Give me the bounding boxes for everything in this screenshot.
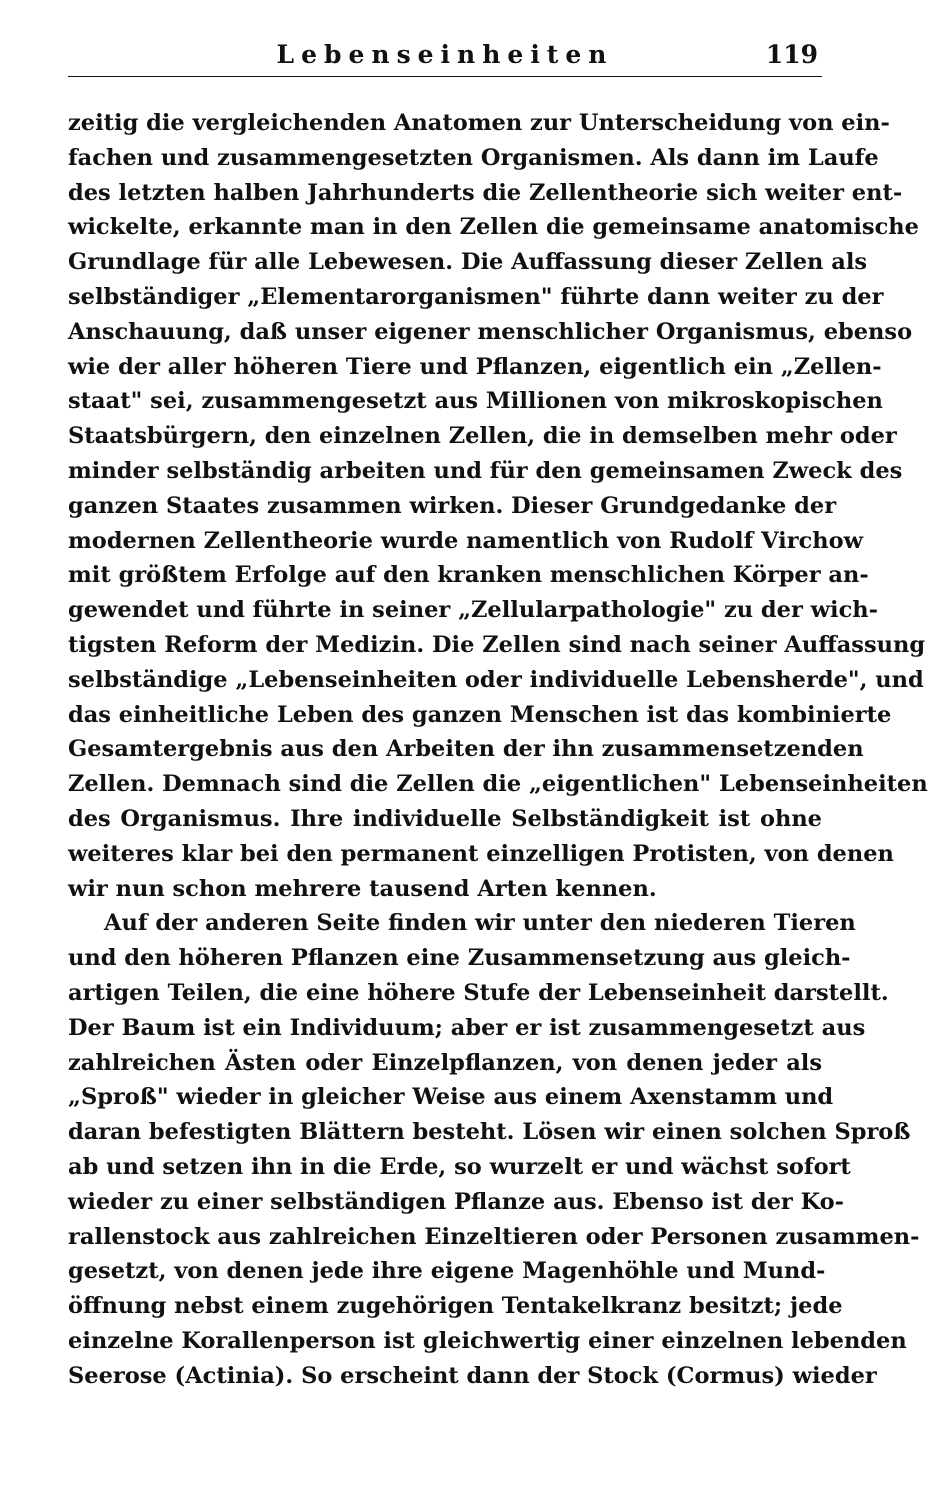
text-line: wie der aller höheren Tiere und Pflanzen, eigentlich ein „Zellen- [68,353,882,380]
text-line: einzelne Korallenperson ist gleichwertig einer einzelnen lebenden [68,1327,907,1354]
text-line: mit größtem Erfolge auf den kranken menschlichen Körper an- [68,562,869,589]
text-line: fachen und zusammengesetzten Organismen. Als dann im Laufe [68,144,879,171]
text-line: wieder zu einer selbständigen Pflanze aus. Ebenso ist der Ko- [68,1188,844,1215]
text-line: zahlreichen Ästen oder Einzelpflanzen, von denen jeder als [68,1049,822,1076]
text-line: ab und setzen ihn in die Erde, so wurzelt er und wächst sofort [68,1153,851,1180]
text-line: artigen Teilen, die eine höhere Stufe der Lebenseinheit darstellt. [68,979,889,1006]
text-line: modernen Zellentheorie wurde namentlich von Rudolf Virchow [68,527,864,554]
page-number: 119 [765,40,818,69]
text-line: des letzten halben Jahrhunderts die Zellentheorie sich weiter ent- [68,179,903,206]
text-line: ganzen Staates zusammen wirken. Dieser Grundgedanke der [68,492,837,519]
paragraph-1 [68,106,928,906]
text-line: wir nun schon mehrere tausend Arten kennen. [68,875,657,902]
text-line: Anschauung, daß unser eigener menschlicher Organismus, ebenso [68,318,913,345]
text-line: Seerose (Actinia). So erscheint dann der Stock (Cormus) wieder [68,1362,877,1389]
text-line: staat" sei, zusammengesetzt aus Millionen von mikroskopischen [68,388,883,415]
text-line: daran befestigten Blättern besteht. Lösen wir einen solchen Sproß [68,1119,911,1146]
text-line: des Organismus. Ihre individuelle Selbständigkeit ist ohne [68,805,822,832]
text-line: Auf der anderen Seite finden wir unter den niederen Tieren [104,910,856,937]
text-line: „Sproß" wieder in gleicher Weise aus einem Axenstamm und [68,1084,834,1111]
text-line: weiteres klar bei den permanent einzelligen Protisten, von denen [68,840,894,867]
text-line: minder selbständig arbeiten und für den gemeinsamen Zweck des [68,457,903,484]
running-title: Lebenseinheiten [276,40,614,69]
paragraph-2 [68,906,920,1393]
text-line: Der Baum ist ein Individuum; aber er ist zusammengesetzt aus [68,1014,866,1041]
body-text [68,106,928,1393]
text-line: wickelte, erkannte man in den Zellen die gemeinsame anatomische [68,214,919,241]
text-line: gewendet und führte in seiner „Zellularpathologie" zu der wich- [68,597,878,624]
text-line: zeitig die vergleichenden Anatomen zur Unterscheidung von ein- [68,110,890,136]
running-head [68,36,822,77]
text-line: selbständiger „Elementarorganismen" führte dann weiter zu der [68,283,884,310]
text-line: das einheitliche Leben des ganzen Menschen ist das kombinierte [68,701,892,728]
text-line: gesetzt, von denen jede ihre eigene Magenhöhle und Mund- [68,1258,826,1285]
text-line: Gesamtergebnis aus den Arbeiten der ihn zusammensetzenden [68,736,864,763]
text-line: rallenstock aus zahlreichen Einzeltieren oder Personen zusammen- [68,1223,920,1250]
text-line: und den höheren Pflanzen eine Zusammensetzung aus gleich- [68,945,851,972]
text-line: tigsten Reform der Medizin. Die Zellen sind nach seiner Auffassung [68,631,926,658]
text-line: öffnung nebst einem zugehörigen Tentakelkranz besitzt; jede [68,1293,843,1320]
text-line: Zellen. Demnach sind die Zellen die „eigentlichen" Lebenseinheiten [68,771,928,798]
text-line: Grundlage für alle Lebewesen. Die Auffassung dieser Zellen als [68,249,868,276]
text-line: selbständige „Lebenseinheiten oder individuelle Lebensherde", und [68,666,924,693]
text-line: Staatsbürgern, den einzelnen Zellen, die in demselben mehr oder [68,423,897,450]
